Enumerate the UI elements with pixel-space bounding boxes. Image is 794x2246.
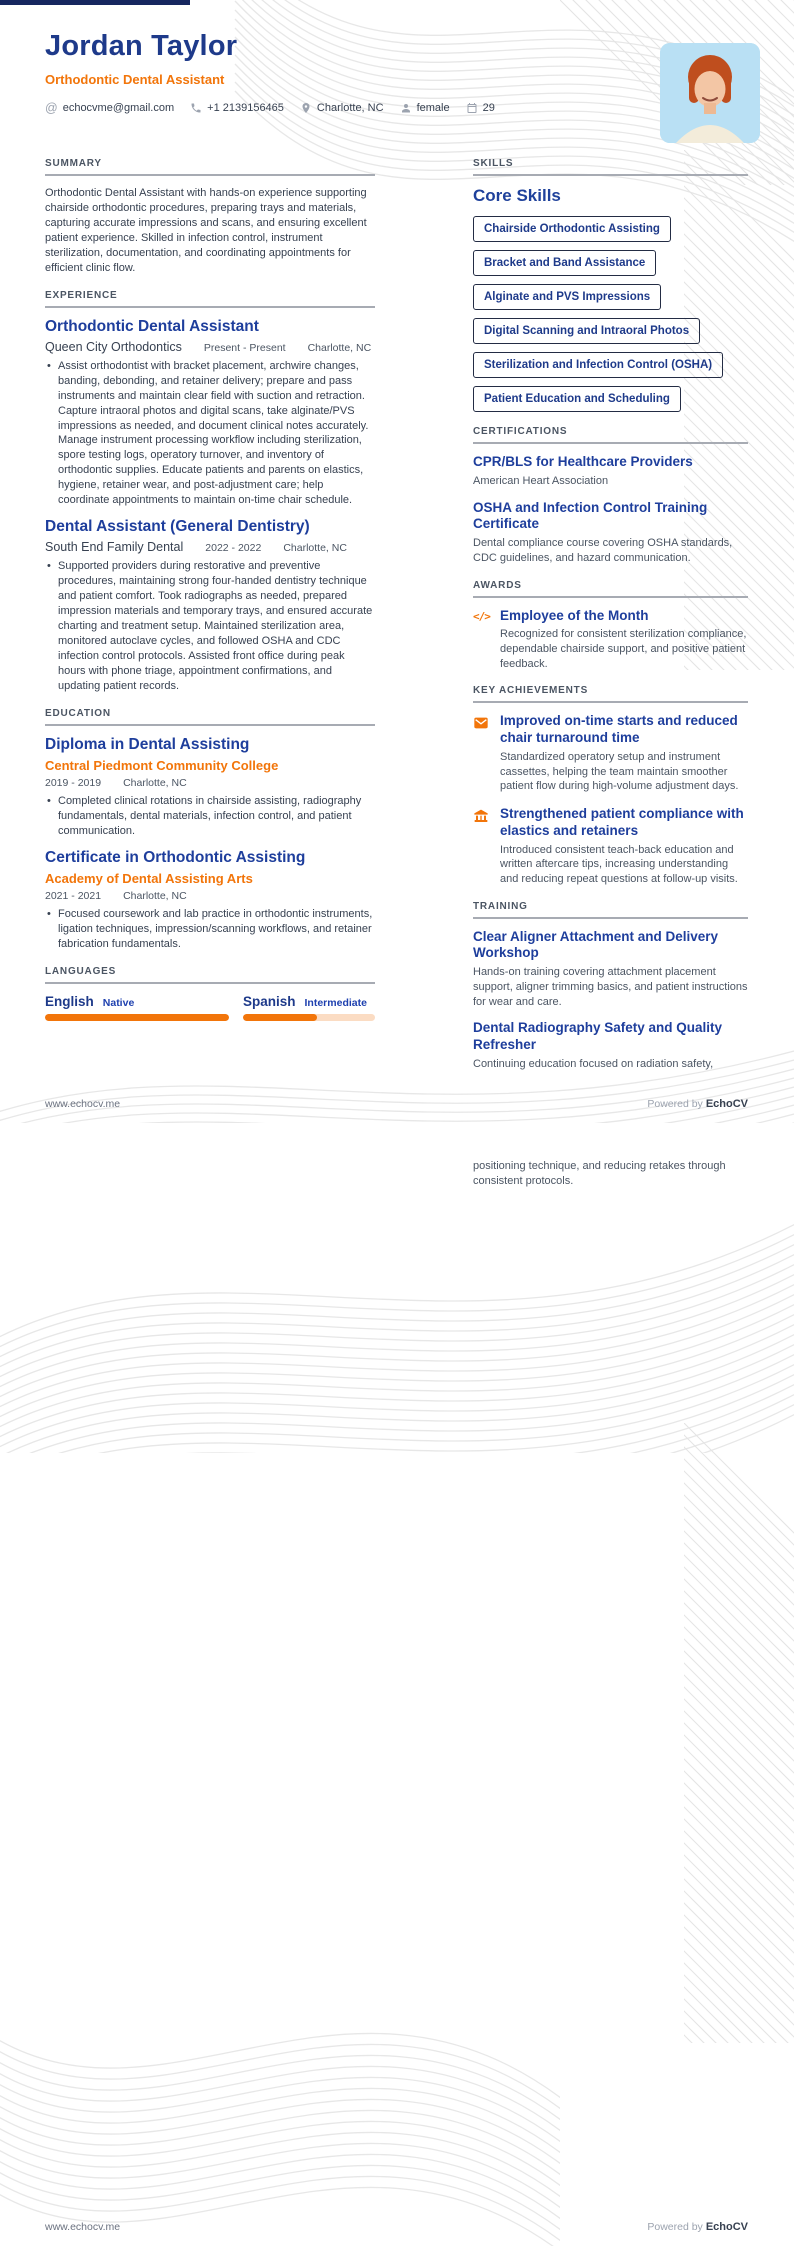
award-desc: Recognized for consistent sterilization compliance, dependable chairside support, and positive patient feedback. — [500, 628, 747, 670]
job-title: Dental Assistant (General Dentistry) — [45, 518, 310, 536]
award-item — [473, 608, 748, 672]
powered-by-label: Powered by — [647, 2221, 703, 2233]
skill-chip: Sterilization and Infection Control (OSHA) — [473, 352, 723, 378]
job-meta — [45, 540, 375, 554]
section-certifications — [473, 426, 748, 566]
section-education — [45, 708, 375, 952]
education-heading: EDUCATION — [45, 708, 375, 726]
contact-email-item — [45, 102, 174, 115]
certification-desc: American Heart Association — [473, 474, 609, 487]
skill-chip: Digital Scanning and Intraoral Photos — [473, 318, 700, 344]
contact-phone: +1 2139156465 — [207, 102, 284, 115]
education-location: Charlotte, NC — [123, 889, 187, 902]
top-accent-bar — [0, 0, 190, 5]
experience-item — [45, 518, 375, 694]
languages-grid — [45, 994, 375, 1021]
training-desc: Continuing education focused on radiation safety, — [473, 1057, 714, 1070]
key-achievements-heading: KEY ACHIEVEMENTS — [473, 685, 748, 703]
education-dates: 2021 - 2021 — [45, 889, 102, 902]
language-level: Native — [102, 996, 135, 1009]
section-key-achievements — [473, 685, 748, 886]
achievement-title: Strengthened patient compliance with elastics and retainers — [500, 805, 744, 838]
language-item — [243, 994, 375, 1021]
experience-heading: EXPERIENCE — [45, 290, 375, 308]
language-name: Spanish — [243, 993, 296, 1009]
job-bullet: • Assist orthodontist with bracket placement, archwire changes, banding, debonding, and retainer delivery; prepare and pass instruments and maintain clear field with suction and retraction. Capture intraoral photos and digital scans, take alginate/PVS impressions as needed, and document clinical notes accurately. Manage instrument processing workflow including sterilization, spore testing logs, operatory turnover, and inventory of orthodontic supplies. Educate patients and parents on elastics, hygiene, retainer wear, and post-adjustment care; help coordinate appointments to maintain on-time chair schedule. — [45, 359, 375, 509]
training-desc: Hands-on training covering attachment placement support, aligner trimming basics, and patient instructions for wear and care. — [473, 966, 748, 1008]
school-name: Academy of Dental Assisting Arts — [45, 870, 253, 886]
envelope-icon — [473, 713, 490, 794]
contact-row — [45, 102, 645, 115]
job-bullet: • Supported providers during restorative and preventive procedures, maintaining strong four-handed dentistry technique and patient comfort. Took radiographs as needed, prepared impression materials and temporary trays, and ensured accurate charting and treatment setup. Maintained sterilization area, monitored autoclave cycles, and followed OSHA and CDC infection control protocols. Assisted front office during peak hours with phone triage, appointment confirmations, and updating patient records. — [45, 559, 375, 694]
footer-website-link[interactable]: www.echocv.me — [45, 1098, 121, 1110]
summary-text: Orthodontic Dental Assistant with hands-on experience supporting chairside orthodontic procedures, preparing trays and materials, capturing accurate impressions and scans, and ensuring excellent patient experience. Skilled in infection control, instrument sterilization, documentation, and coordinating appointments for efficient clinic flow. — [45, 187, 367, 274]
award-title: Employee of the Month — [500, 607, 649, 623]
education-meta — [45, 777, 375, 789]
education-bullet: • Focused coursework and lab practice in orthodontic instruments, ligation techniques, impression/scanning workflows, and retainer fabrication fundamentals. — [45, 907, 375, 952]
summary-heading: SUMMARY — [45, 158, 375, 176]
calendar-icon — [466, 102, 478, 114]
achievement-title: Improved on-time starts and reduced chair turnaround time — [500, 713, 738, 746]
job-location: Charlotte, NC — [307, 341, 372, 354]
training-desc-continued: positioning technique, and reducing retakes through consistent protocols. — [473, 1160, 726, 1187]
experience-item — [45, 318, 375, 509]
language-bar-track — [45, 1014, 229, 1021]
echocv-brand-link[interactable]: EchoCV — [705, 2221, 748, 2233]
training-title: Clear Aligner Attachment and Delivery Workshop — [473, 928, 719, 961]
language-bar-fill — [243, 1014, 317, 1021]
echocv-brand-link[interactable]: EchoCV — [705, 1098, 748, 1110]
certification-title: CPR/BLS for Healthcare Providers — [473, 454, 693, 469]
certifications-heading: CERTIFICATIONS — [473, 426, 748, 444]
language-name: English — [45, 993, 94, 1009]
right-column — [473, 158, 748, 1086]
person-name: Jordan Taylor — [45, 30, 238, 62]
wave-decoration — [0, 1933, 560, 2246]
contact-gender-item — [400, 102, 450, 114]
section-summary — [45, 158, 375, 276]
section-experience — [45, 290, 375, 694]
job-dates: Present - Present — [203, 341, 286, 354]
degree-title: Diploma in Dental Assisting — [45, 735, 250, 753]
contact-age-item — [466, 102, 495, 114]
left-column — [45, 158, 375, 1035]
education-dates: 2019 - 2019 — [45, 776, 102, 789]
location-pin-icon — [300, 102, 312, 114]
education-item — [45, 736, 375, 839]
code-icon: </> — [473, 609, 490, 623]
skill-chip: Chairside Orthodontic Assisting — [473, 216, 671, 242]
achievement-item — [473, 713, 748, 794]
language-item — [45, 994, 229, 1021]
section-training — [473, 901, 748, 1072]
job-company: South End Family Dental — [45, 540, 184, 555]
achievement-desc: Introduced consistent teach-back education and written aftercare tips, increasing understanding and reducing repeat questions at follow-up visits. — [500, 843, 738, 885]
skill-chip: Bracket and Band Assistance — [473, 250, 656, 276]
profile-photo — [660, 43, 760, 143]
diagonal-lines-decoration — [684, 1423, 794, 2043]
page-footer — [45, 1098, 748, 1110]
person-job-title: Orthodontic Dental Assistant — [45, 72, 225, 87]
job-dates: 2022 - 2022 — [205, 542, 262, 555]
person-icon — [400, 102, 412, 114]
skills-group-title: Core Skills — [473, 186, 561, 205]
contact-location: Charlotte, NC — [316, 102, 384, 115]
training-item — [473, 1020, 748, 1071]
footer-website-link[interactable]: www.echocv.me — [45, 2221, 121, 2233]
page-footer — [45, 2221, 748, 2233]
section-languages — [45, 966, 375, 1021]
avatar-illustration — [660, 43, 760, 143]
skill-chip: Patient Education and Scheduling — [473, 386, 681, 412]
powered-by — [647, 2221, 748, 2233]
bank-icon — [473, 806, 490, 887]
contact-age: 29 — [482, 102, 495, 115]
education-item — [45, 849, 375, 952]
at-icon: @ — [45, 101, 58, 115]
job-meta — [45, 340, 375, 354]
skill-chip: Alginate and PVS Impressions — [473, 284, 661, 310]
certification-item — [473, 454, 748, 489]
contact-email: echocvme@gmail.com — [62, 102, 175, 115]
contact-phone-item — [190, 102, 284, 114]
header — [45, 30, 645, 115]
degree-title: Certificate in Orthodontic Assisting — [45, 848, 306, 866]
language-bar-fill — [45, 1014, 229, 1021]
contact-gender: female — [416, 102, 450, 115]
language-level: Intermediate — [304, 996, 367, 1009]
training-item — [473, 929, 748, 1010]
section-awards — [473, 580, 748, 672]
powered-by — [647, 1098, 748, 1110]
training-heading: TRAINING — [473, 901, 748, 919]
skills-heading: SKILLS — [473, 158, 748, 176]
achievement-desc: Standardized operatory setup and instrument cassettes, helping the team maintain smoother patient flow during high-volume adjustment days. — [500, 751, 739, 793]
education-meta — [45, 890, 375, 902]
section-skills — [473, 158, 748, 412]
certification-desc: Dental compliance course covering OSHA standards, CDC guidelines, and hazard communication. — [473, 537, 733, 564]
awards-heading: AWARDS — [473, 580, 748, 598]
school-name: Central Piedmont Community College — [45, 757, 279, 773]
achievement-item — [473, 806, 748, 887]
language-bar-track — [243, 1014, 375, 1021]
page-2 — [0, 1123, 794, 2246]
certification-item — [473, 500, 748, 566]
phone-icon — [190, 102, 202, 114]
contact-location-item — [300, 102, 384, 114]
powered-by-label: Powered by — [647, 1098, 703, 1110]
education-location: Charlotte, NC — [123, 776, 187, 789]
education-bullet: • Completed clinical rotations in chairside assisting, radiography fundamentals, dental materials, infection control, and patient communication. — [45, 794, 375, 839]
job-company: Queen City Orthodontics — [45, 339, 182, 354]
training-title: Dental Radiography Safety and Quality Refresher — [473, 1020, 723, 1052]
job-title: Orthodontic Dental Assistant — [45, 317, 259, 335]
job-location: Charlotte, NC — [283, 542, 347, 555]
languages-heading: LANGUAGES — [45, 966, 375, 984]
certification-title: OSHA and Infection Control Training Certificate — [473, 499, 708, 532]
